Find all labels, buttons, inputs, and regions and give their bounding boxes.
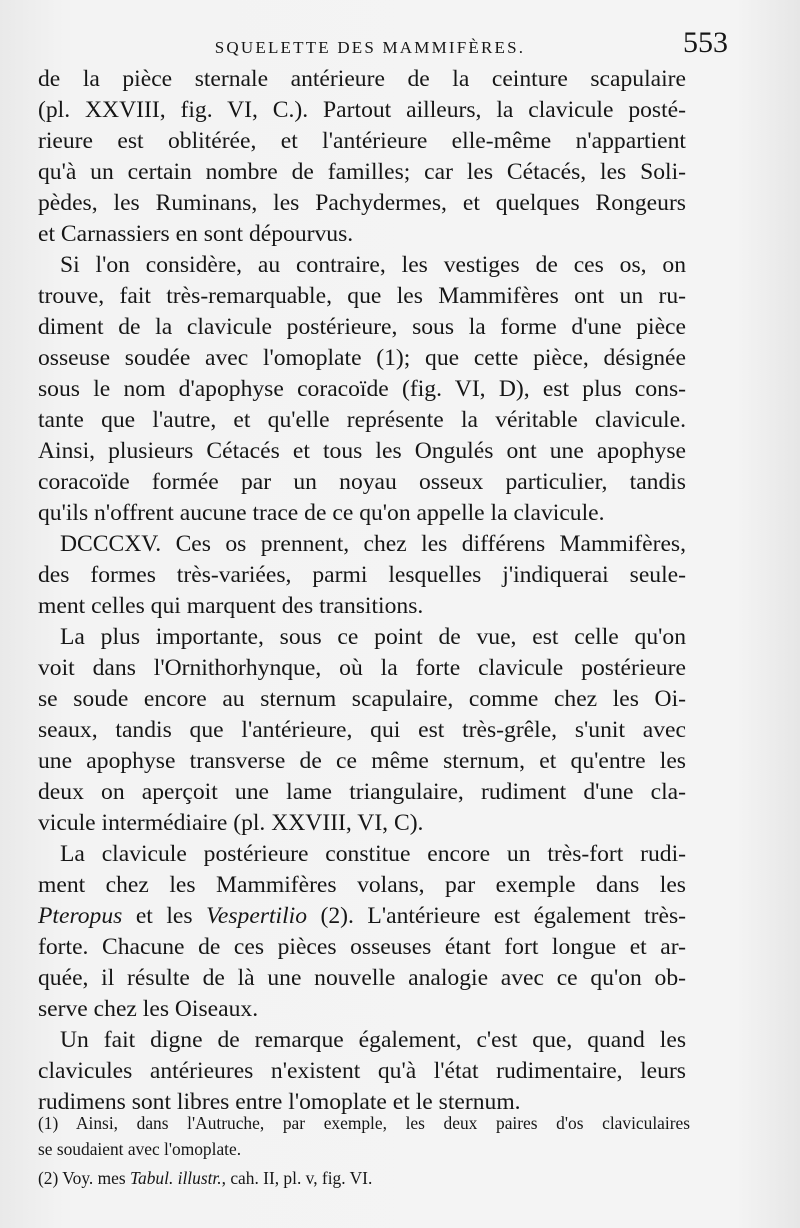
text-line: diment de la clavicule postérieure, sous la forme d'une pièce (38, 314, 686, 340)
text-line: des formes très-variées, parmi lesquelles j'indiquerai seule- (38, 562, 686, 588)
body-text (38, 64, 686, 1118)
footnote-line: (2) Voy. mes Tabul. illustr., cah. II, pl. v, fig. VI. (38, 1168, 373, 1188)
text-line: Si l'on considère, au contraire, les vestiges de ces os, on (60, 252, 686, 278)
page-number: 553 (683, 26, 728, 59)
text-line: ment chez les Mammifères volans, par exemple dans les (38, 872, 686, 898)
footnote-line: se soudaient avec l'omoplate. (38, 1139, 242, 1159)
footnotes (38, 1110, 690, 1191)
footnote (38, 1165, 690, 1191)
text-line: Pteropus et les Vespertilio (2). L'antérieure est également très- (38, 903, 686, 929)
text-line: osseuse soudée avec l'omoplate (1); que cette pièce, désignée (38, 345, 686, 371)
italic-text: Vespertilio (206, 903, 308, 929)
text-line: trouve, fait très-remarquable, que les Mammifères ont un ru- (38, 283, 686, 309)
paragraph (38, 622, 686, 839)
text-line: deux on aperçoit une lame triangulaire, rudiment d'une cla- (38, 779, 686, 805)
text-line: seaux, tandis que l'antérieure, qui est très-grêle, s'unit avec (38, 717, 686, 743)
text-line: serve chez les Oiseaux. (38, 996, 259, 1022)
text-line: une apophyse transverse de ce même sternum, et qu'entre les (38, 748, 686, 774)
text-line: forte. Chacune de ces pièces osseuses étant fort longue et ar- (38, 934, 686, 960)
text-line: pèdes, les Ruminans, les Pachydermes, et quelques Rongeurs (38, 190, 686, 216)
text-line: qu'ils n'offrent aucune trace de ce qu'on appelle la clavicule. (38, 500, 605, 526)
text-line: (pl. XXVIII, fig. VI, C.). Partout ailleurs, la clavicule posté- (38, 97, 686, 123)
text-line: clavicules antérieures n'existent qu'à l'état rudimentaire, leurs (38, 1058, 686, 1084)
text-line: ment celles qui marquent des transitions. (38, 593, 424, 619)
paragraph (38, 839, 686, 1025)
text-line: de la pièce sternale antérieure de la ceinture scapulaire (38, 66, 686, 92)
paragraph (38, 1025, 686, 1118)
text-line: qu'à un certain nombre de familles; car les Cétacés, les Soli- (38, 159, 686, 185)
footnote (38, 1110, 690, 1162)
text-line: coracoïde formée par un noyau osseux particulier, tandis (38, 469, 686, 495)
text-line: voit dans l'Ornithorhynque, où la forte clavicule postérieure (38, 655, 686, 681)
paragraph (38, 250, 686, 529)
paragraph (38, 64, 686, 250)
text-line: vicule intermédiaire (pl. XXVIII, VI, C). (38, 810, 424, 836)
text-line: Un fait digne de remarque également, c'est que, quand les (60, 1027, 686, 1053)
running-head (40, 26, 728, 60)
text-line: La plus importante, sous ce point de vue, est celle qu'on (60, 624, 686, 650)
text-line: se soude encore au sternum scapulaire, comme chez les Oi- (38, 686, 686, 712)
text-line: et Carnassiers en sont dépourvus. (38, 221, 354, 247)
running-title: SQUELETTE DES MAMMIFÈRES. (214, 38, 526, 57)
text-line: rudimens sont libres entre l'omoplate et le sternum. (38, 1089, 521, 1115)
text-line: sous le nom d'apophyse coracoïde (fig. VI, D), est plus cons- (38, 376, 686, 402)
text-line: quée, il résulte de là une nouvelle analogie avec ce qu'on ob- (38, 965, 686, 991)
italic-text: Tabul. illustr. (129, 1168, 222, 1188)
paragraph (38, 529, 686, 622)
text-line: rieure est oblitérée, et l'antérieure elle-même n'appartient (38, 128, 686, 154)
text-line: Ainsi, plusieurs Cétacés et tous les Ongulés ont une apophyse (38, 438, 686, 464)
italic-text: Pteropus (38, 903, 123, 929)
text-line: DCCCXV. Ces os prennent, chez les différens Mammifères, (60, 531, 686, 557)
text-line: tante que l'autre, et qu'elle représente la véritable clavicule. (38, 407, 686, 433)
footnote-line: (1) Ainsi, dans l'Autruche, par exemple, les deux paires d'os claviculaires (38, 1113, 690, 1133)
text-line: La clavicule postérieure constitue encore un très-fort rudi- (60, 841, 686, 867)
